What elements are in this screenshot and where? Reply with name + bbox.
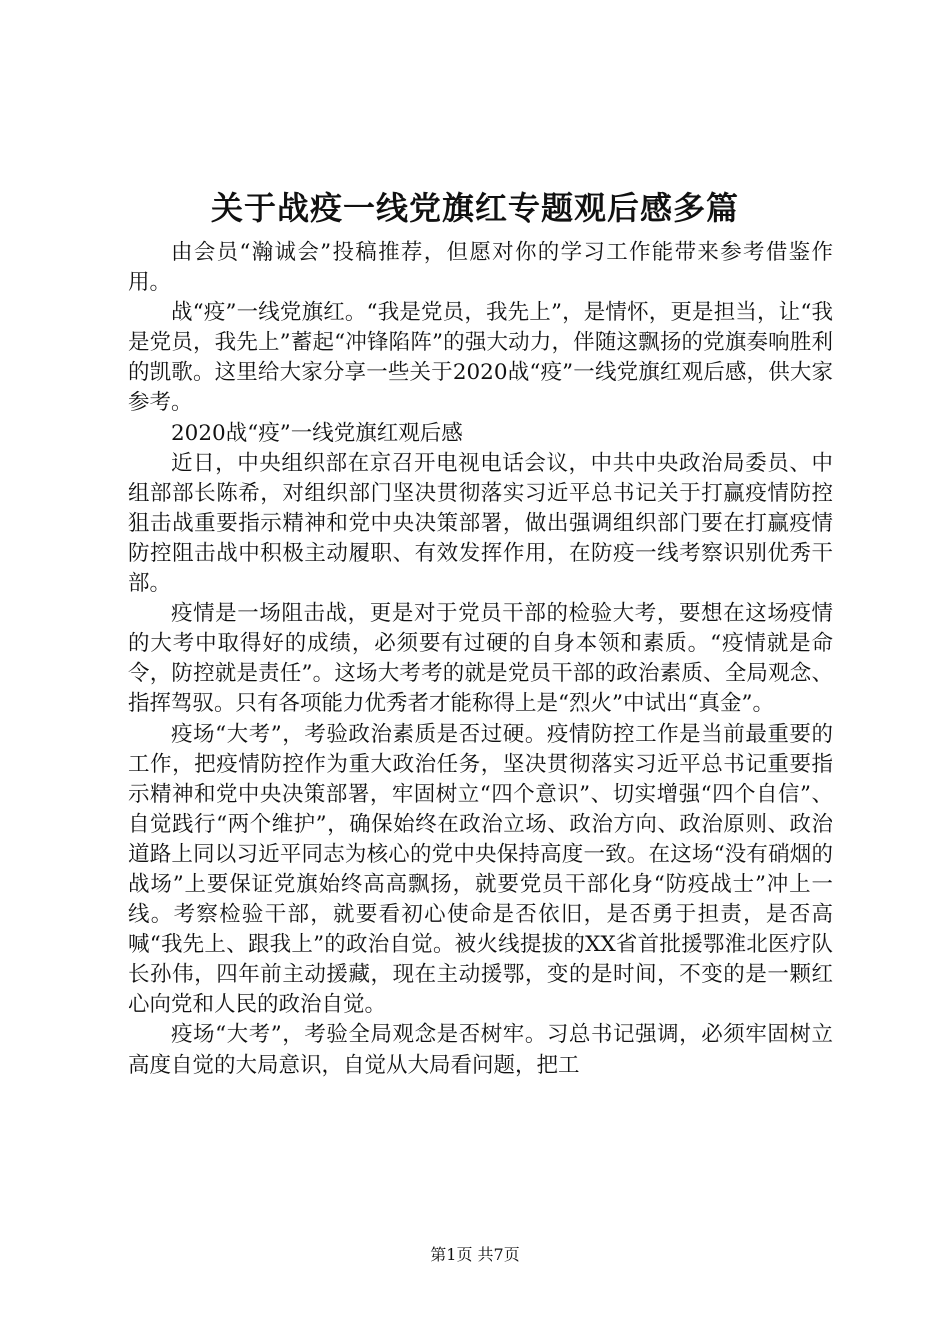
section-heading: 2020战“疫”一线党旗红观后感 (171, 420, 463, 446)
document-body (128, 238, 833, 1081)
body-paragraph: 疫场“大考”，考验全局观念是否树牢。习总书记强调，必须牢固树立高度自觉的大局意识，自觉从大局看问题，把工 (128, 1022, 833, 1078)
body-paragraph: 疫情是一场阻击战，更是对于党员干部的检验大考，要想在这场疫情的大考中取得好的成绩，必须要有过硬的自身本领和素质。“疫情就是命令，防控就是责任”。这场大考考的就是党员干部的政治素质、全局观念、指挥驾驭。只有各项能力优秀者才能称得上是“烈火”中试出“真金”。 (128, 601, 833, 717)
body-paragraph: 近日，中央组织部在京召开电视电话会议，中共中央政治局委员、中组部部长陈希，对组织部门坚决贯彻落实习近平总书记关于打赢疫情防控狙击战重要指示精神和党中央决策部署，做出强调组织部门要在打赢疫情防控阻击战中积极主动履职、有效发挥作用，在防疫一线考察识别优秀干部。 (128, 450, 833, 597)
page-number-footer: 第1页 共7页 (430, 1245, 520, 1264)
body-paragraph: 疫场“大考”，考验政治素质是否过硬。疫情防控工作是当前最重要的工作，把疫情防控作为重大政治任务，坚决贯彻落实习近平总书记重要指示精神和党中央决策部署，牢固树立“四个意识”、切实增强“四个自信”、自觉践行“两个维护”，确保始终在政治立场、政治方向、政治原则、政治道路上同以习近平同志为核心的党中央保持高度一致。在这场“没有硝烟的战场”上要保证党旗始终高高飘扬，就要党员干部化身“防疫战士”冲上一线。考察检验干部，就要看初心使命是否依旧，是否勇于担责，是否高喊“我先上、跟我上”的政治自觉。被火线提拔的XX省首批援鄂淮北医疗队长孙伟，四年前主动援藏，现在主动援鄂，变的是时间，不变的是一颗红心向党和人民的政治自觉。 (128, 721, 833, 1018)
summary-paragraph: 战“疫”一线党旗红。“我是党员，我先上”，是情怀，更是担当，让“我是党员，我先上”蓄起“冲锋陷阵”的强大动力，伴随这飘扬的党旗奏响胜利的凯歌。这里给大家分享一些关于2020战“疫”一线党旗红观后感，供大家参考。 (128, 300, 833, 416)
intro-paragraph: 由会员“瀚诚会”投稿推荐，但愿对你的学习工作能带来参考借鉴作用。 (128, 240, 833, 296)
document-title: 关于战疫一线党旗红专题观后感多篇 (210, 189, 739, 227)
